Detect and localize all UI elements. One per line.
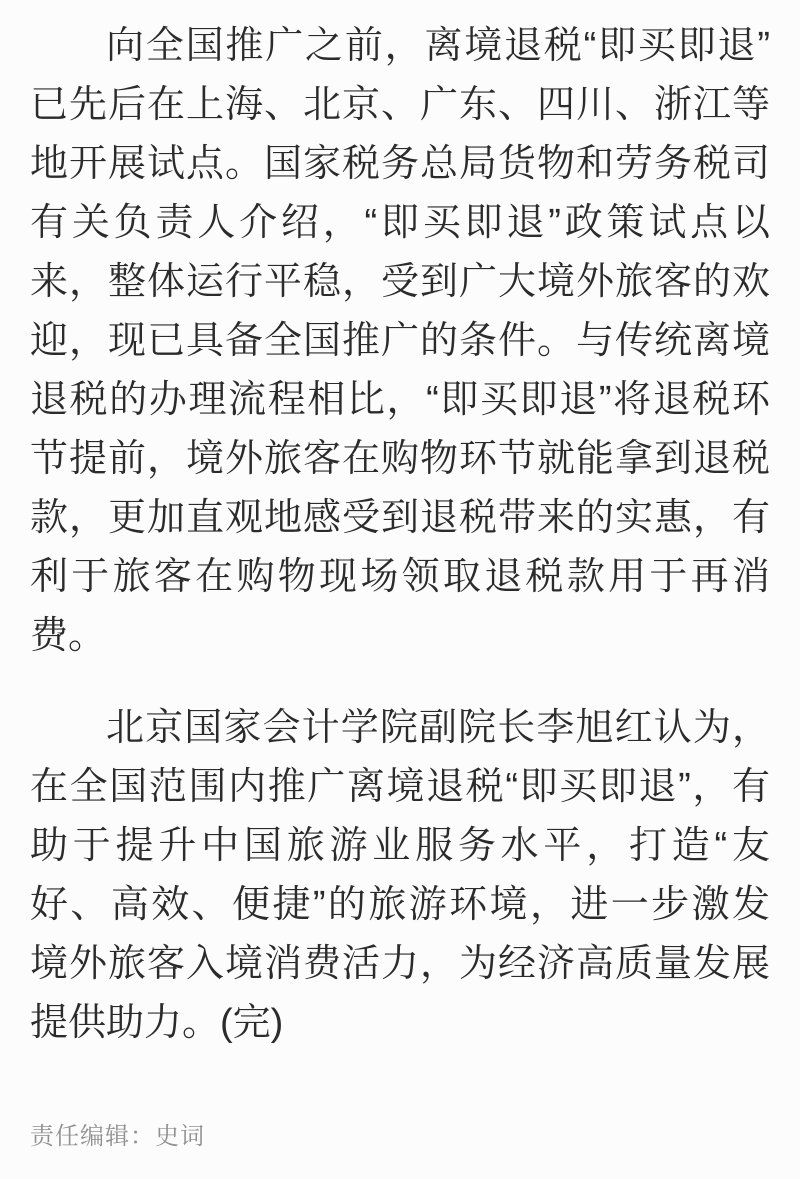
article-body [30, 17, 770, 1053]
paragraph [30, 17, 770, 666]
text-line: 北京国家会计学院副院长李旭红认为， [106, 707, 770, 749]
editor-credit-text: 责任编辑：史词 [30, 1123, 205, 1150]
text-line: 迎，现已具备全国推广的条件。与传统离境 [30, 320, 770, 362]
text-line: 已先后在上海、北京、广东、四川、浙江等 [30, 84, 770, 126]
text-line: 在全国范围内推广离境退税“即买即退”，有 [30, 766, 770, 808]
text-line: 来，整体运行平稳，受到广大境外旅客的欢 [30, 261, 770, 303]
text-line: 助于提升中国旅游业服务水平，打造“友 [30, 825, 770, 867]
text-line: 地开展试点。国家税务总局货物和劳务税司 [30, 143, 770, 185]
text-line: 提供助力。(完) [30, 1002, 284, 1044]
text-line: 款，更加直观地感受到退税带来的实惠，有 [30, 497, 770, 539]
text-line: 向全国推广之前，离境退税“即买即退” [106, 25, 770, 67]
text-line: 好、高效、便捷”的旅游环境，进一步激发 [30, 884, 770, 926]
editor-credit [30, 1120, 770, 1153]
text-line: 利于旅客在购物现场领取退税款用于再消 [30, 556, 770, 598]
text-line: 境外旅客入境消费活力，为经济高质量发展 [30, 943, 770, 985]
paragraph [30, 699, 770, 1053]
text-line: 有关负责人介绍，“即买即退”政策试点以 [30, 202, 770, 244]
text-line: 节提前，境外旅客在购物环节就能拿到退税 [30, 438, 770, 480]
text-line: 费。 [30, 615, 107, 657]
text-line: 退税的办理流程相比，“即买即退”将退税环 [30, 379, 770, 421]
